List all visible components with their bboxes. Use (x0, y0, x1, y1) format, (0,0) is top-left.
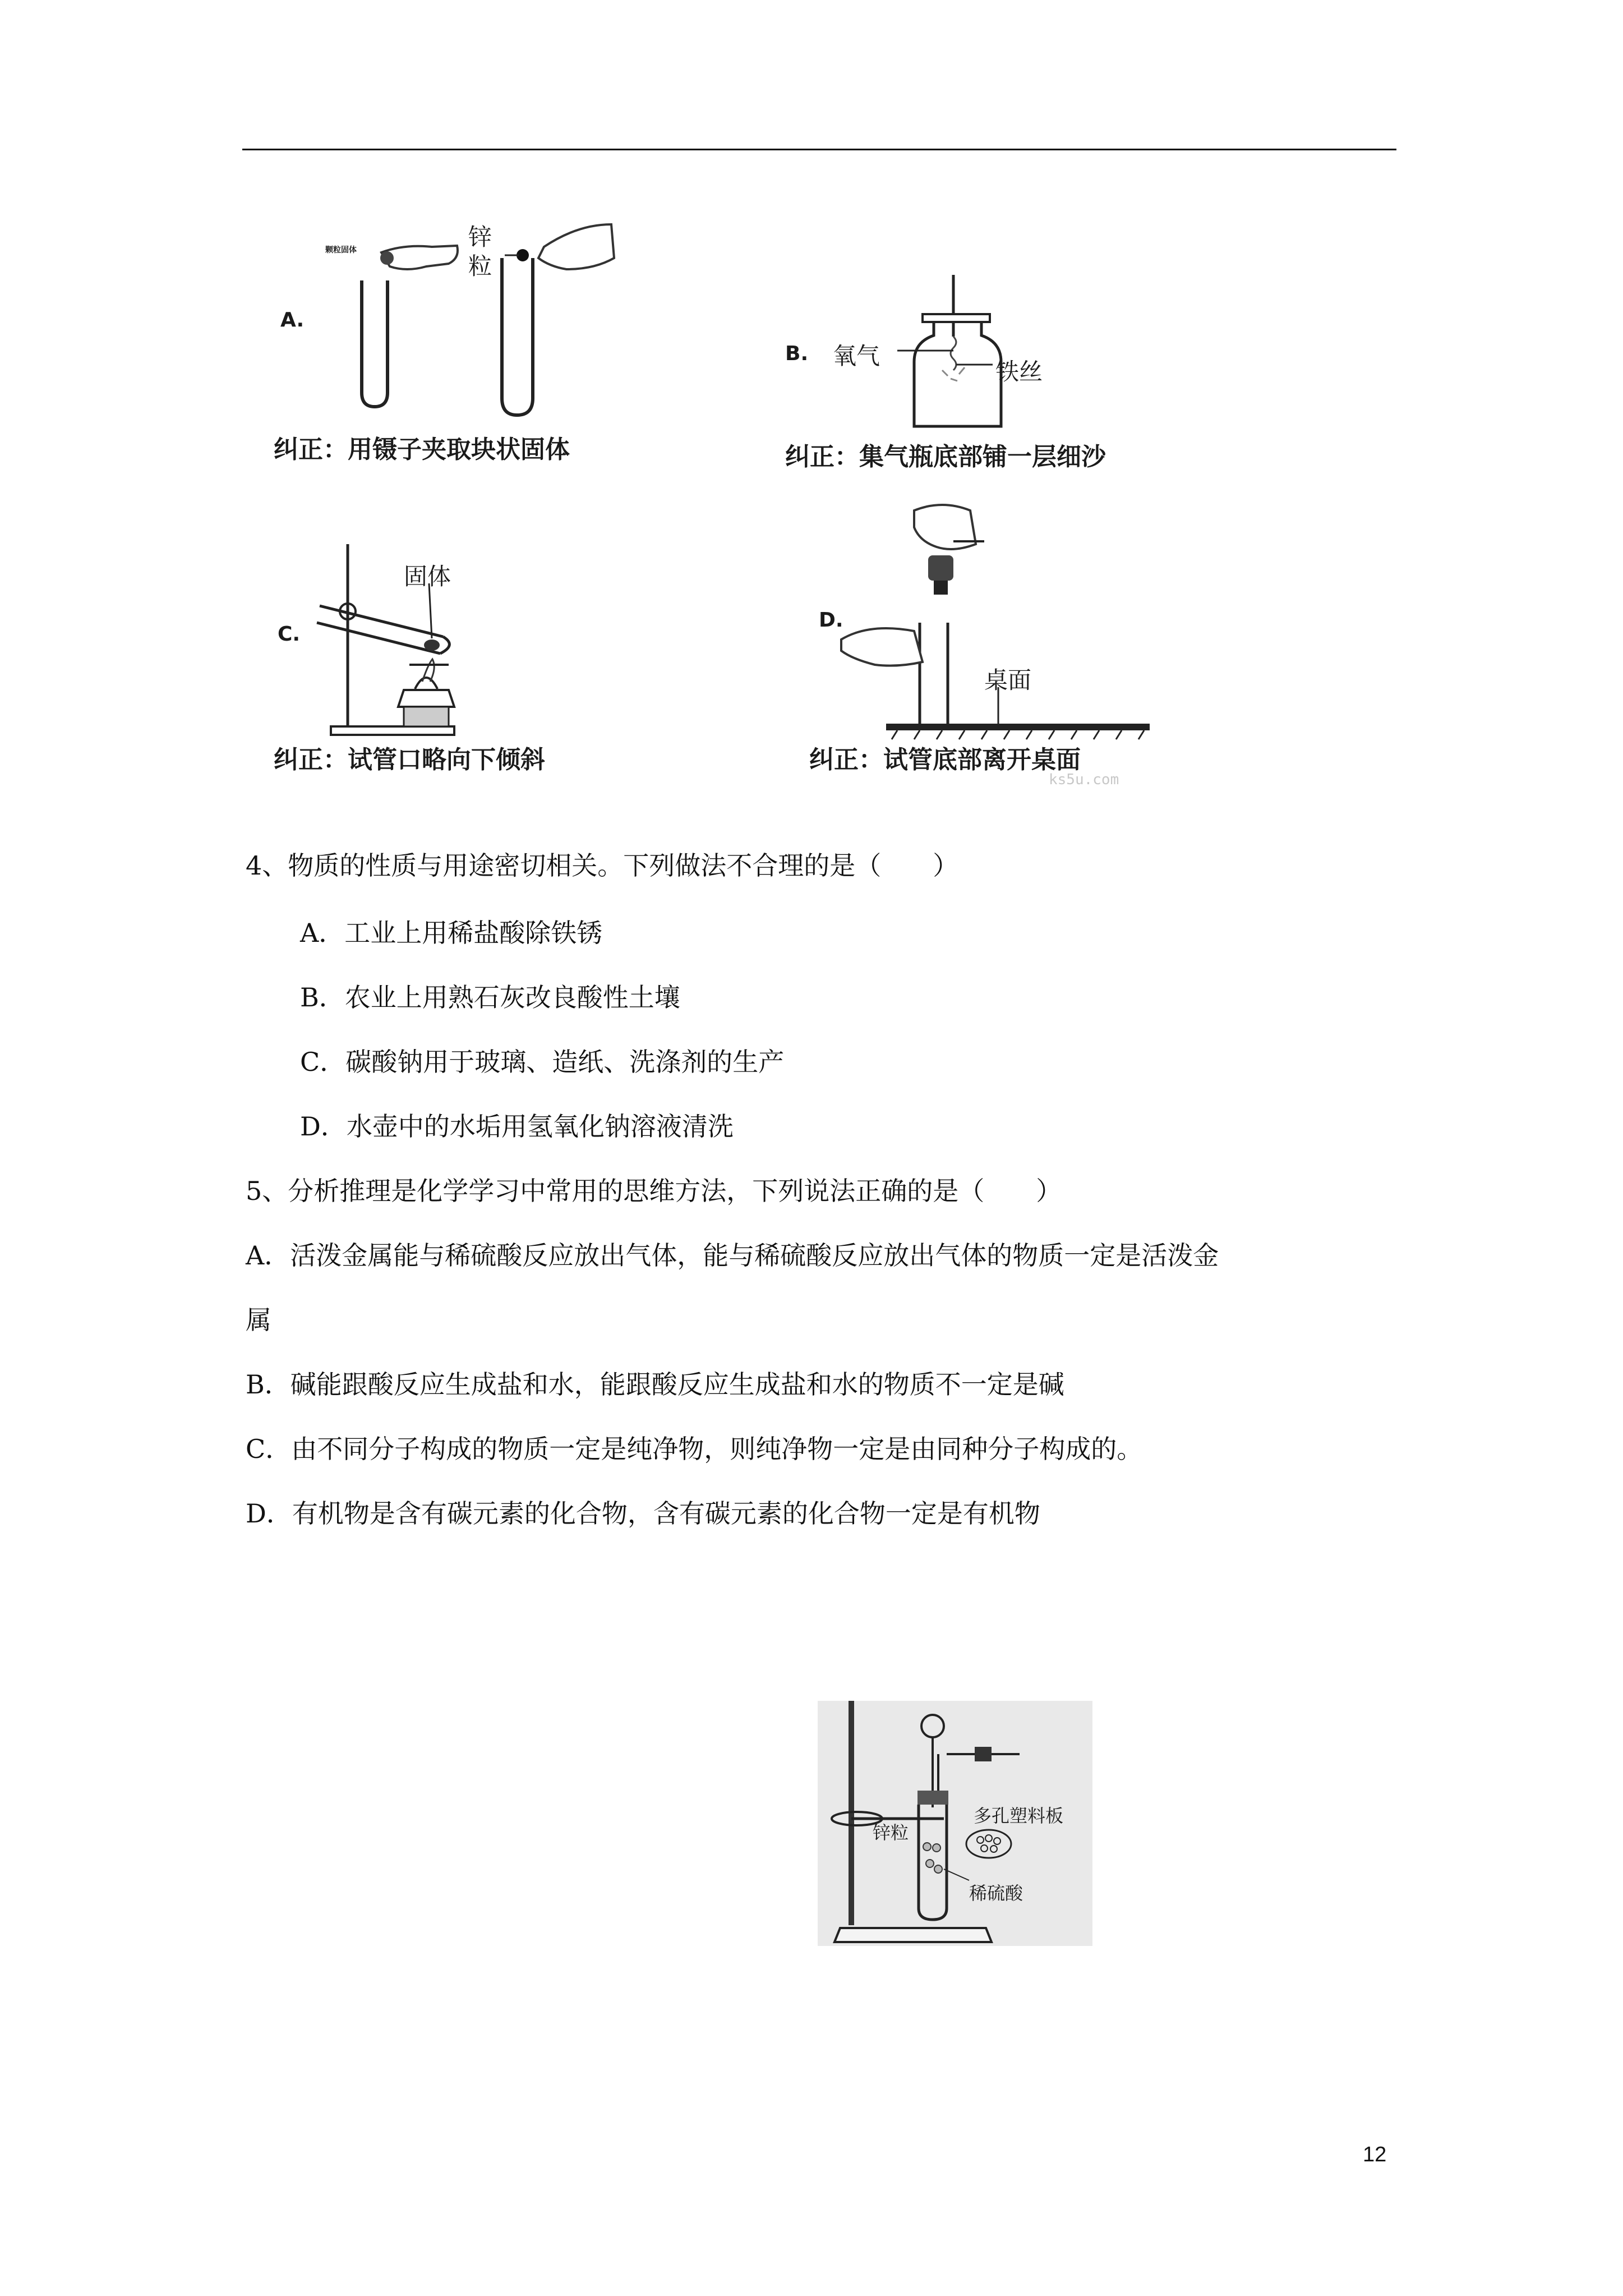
figure-a (264, 213, 656, 466)
watermark: ks5u.com (1049, 771, 1119, 788)
q4-stem: 4、物质的性质与用途密切相关。下列做法不合理的是（ ） (246, 850, 959, 881)
q4-option-d: D．水壶中的水垢用氢氧化钠溶液清洗 (300, 1111, 734, 1142)
q5-option-c: C．由不同分子构成的物质一定是纯净物，则纯净物一定是由同种分子构成的。 (246, 1434, 1143, 1464)
q4-option-a: A．工业上用稀盐酸除铁锈 (300, 918, 603, 948)
figure-a-tiny-label: 颗粒固体 (325, 246, 357, 255)
page-number: 12 (1363, 2143, 1387, 2166)
figure-b-caption: 纠正：集气瓶底部铺一层细沙 (785, 443, 1106, 471)
apparatus-acid-label: 稀硫酸 (969, 1883, 1023, 1904)
figure-d-drawing (808, 499, 1200, 740)
figure-a-letter: A. (280, 309, 305, 332)
q5-option-d: D．有机物是含有碳元素的化合物，含有碳元素的化合物一定是有机物 (246, 1498, 1040, 1529)
q5-option-a-line2: 属 (246, 1305, 271, 1335)
apparatus-plate-label: 多孔塑料板 (974, 1805, 1064, 1826)
figure-c-letter: C. (278, 623, 301, 646)
q5-option-a-line1: A．活泼金属能与稀硫酸反应放出气体，能与稀硫酸反应放出气体的物质一定是活泼金 (246, 1240, 1219, 1271)
figure-d-caption: 纠正：试管底部离开桌面 (809, 746, 1081, 774)
q5-stem: 5、分析推理是化学学习中常用的思维方法，下列说法正确的是（ ） (246, 1176, 1062, 1206)
figure-d-letter: D. (819, 609, 843, 632)
header-rule (242, 149, 1396, 150)
figure-c-caption: 纠正：试管口略向下倾斜 (274, 746, 545, 774)
q4-option-b: B．农业上用熟石灰改良酸性土壤 (300, 982, 680, 1013)
figure-c-drawing (264, 539, 656, 740)
apparatus-figure (818, 1701, 1092, 1946)
figure-b-oxygen-label: 氧气 (833, 342, 880, 370)
figure-c-solid-label: 固体 (404, 563, 451, 590)
figure-a-caption: 纠正：用镊子夹取块状固体 (274, 435, 570, 464)
figure-d-desk-label: 桌面 (984, 666, 1032, 694)
figure-a-drawing (264, 213, 656, 466)
figure-b-wire-label: 铁丝 (995, 358, 1043, 385)
figure-a-zinc-label-2: 粒 (468, 252, 492, 280)
figure-a-zinc-label-1: 锌 (468, 223, 492, 251)
figure-c (264, 539, 656, 740)
figure-b (785, 269, 1178, 438)
q5-option-b: B．碱能跟酸反应生成盐和水，能跟酸反应生成盐和水的物质不一定是碱 (246, 1369, 1064, 1400)
figure-d (808, 499, 1200, 740)
q4-option-c: C．碳酸钠用于玻璃、造纸、洗涤剂的生产 (300, 1047, 785, 1077)
figure-b-letter: B. (785, 342, 809, 365)
apparatus-zinc-label: 锌粒 (873, 1822, 909, 1843)
